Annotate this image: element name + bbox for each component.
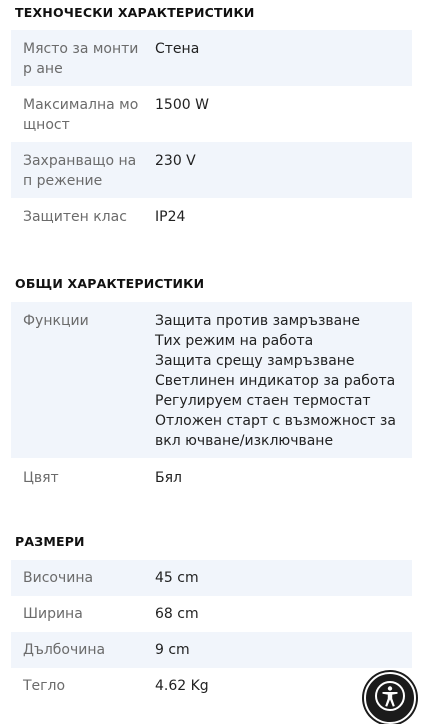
spec-row-max-power <box>11 86 412 142</box>
technical-specs-table <box>11 30 412 234</box>
spec-label: Ширина <box>23 606 83 622</box>
spec-value: 230 V <box>155 153 196 169</box>
general-specs-table <box>11 302 412 494</box>
function-item: Защита против замръзване <box>155 313 360 329</box>
spec-row-voltage <box>11 142 412 198</box>
spec-label: Функции <box>23 313 89 329</box>
function-item: Тих режим на работа <box>155 333 314 349</box>
spec-row-height <box>11 560 412 596</box>
spec-label: Цвят <box>23 470 59 486</box>
spec-value-list <box>155 311 405 451</box>
spec-label: Място за монтир ане <box>23 41 139 77</box>
function-item: Отложен старт с възможност за вкл ючване/изключване <box>155 413 396 449</box>
function-item: Светлинен индикатор за работа <box>155 373 396 389</box>
spec-label: Тегло <box>23 678 66 694</box>
spec-value: IP24 <box>155 209 186 225</box>
accessibility-icon <box>374 680 406 712</box>
spec-value: Стена <box>155 41 200 57</box>
spec-value: Бял <box>155 470 182 486</box>
section-title-general: ОБЩИ ХАРАКТЕРИСТИКИ <box>15 276 205 291</box>
spec-row-width <box>11 596 412 632</box>
spec-value: 9 cm <box>155 642 190 658</box>
spec-value: 1500 W <box>155 97 209 113</box>
function-item: Регулируем стаен термостат <box>155 393 371 409</box>
spec-row-functions <box>11 302 412 458</box>
spec-row-depth <box>11 632 412 668</box>
spec-label: Защитен клас <box>23 209 127 225</box>
spec-value: 4.62 Kg <box>155 678 209 694</box>
spec-row-color <box>11 458 412 494</box>
accessibility-button[interactable] <box>364 672 416 724</box>
spec-label: Максимална мо щност <box>23 97 139 133</box>
dimensions-table <box>11 560 412 704</box>
spec-row-weight <box>11 668 412 704</box>
spec-value: 68 cm <box>155 606 199 622</box>
spec-label: Височина <box>23 570 94 586</box>
spec-row-mounting <box>11 30 412 86</box>
section-title-technical: ТЕХНОЧЕСКИ ХАРАКТЕРИСТИКИ <box>15 5 255 20</box>
function-item: Защита срещу замръзване <box>155 353 355 369</box>
spec-row-protection-class <box>11 198 412 234</box>
spec-value: 45 cm <box>155 570 199 586</box>
section-title-dimensions: РАЗМЕРИ <box>15 534 85 549</box>
spec-label: Захранващо нап режение <box>23 153 137 189</box>
spec-label: Дълбочина <box>23 642 106 658</box>
